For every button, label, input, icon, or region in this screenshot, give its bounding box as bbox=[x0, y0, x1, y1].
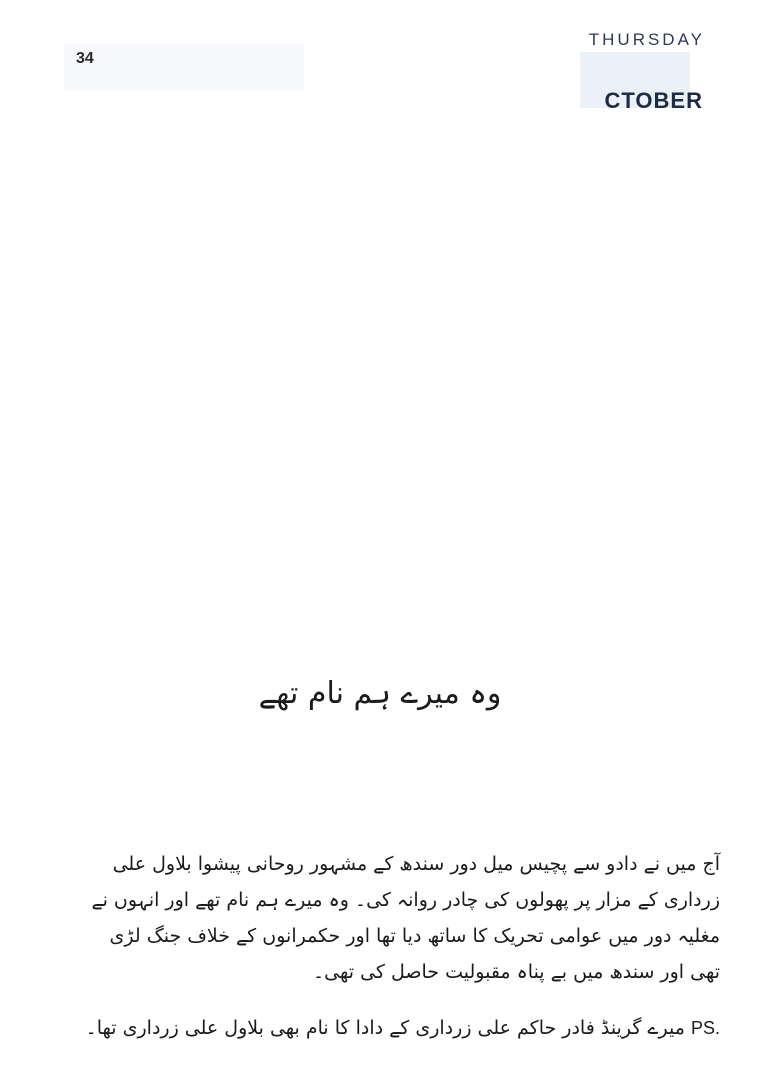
postscript-label: PS. bbox=[690, 1018, 720, 1038]
page-number: 34 bbox=[76, 50, 94, 67]
show-through-printing bbox=[58, 22, 318, 122]
postscript-text: میرے گرینڈ فادر حاکم علی زرداری کے دادا کا نام بھی بلاول علی زرداری تھا۔ bbox=[85, 1017, 685, 1039]
diary-day-label: THURSDAY bbox=[588, 30, 705, 49]
entry-body: آج میں نے دادو سے پچیس میل دور سندھ کے مشہور روحانی پیشوا بلاول علی زرداری کے مزار پر پھولوں کی چادر روانہ کی۔ وہ میرے ہم نام تھے اور انہوں نے مغلیہ دور میں عوامی تحریک کا ساتھ دیا تھا اور حکمرانوں کے خلاف جنگ لڑی تھی اور سندھ میں بے پناہ مقبولیت حاصل کی تھی۔ bbox=[91, 853, 720, 983]
diary-month-label: CTOBER bbox=[604, 88, 703, 113]
show-through-block bbox=[64, 44, 304, 90]
entry-title: وہ میرے ہم نام تھے bbox=[258, 676, 502, 711]
entry-postscript bbox=[80, 1010, 720, 1046]
